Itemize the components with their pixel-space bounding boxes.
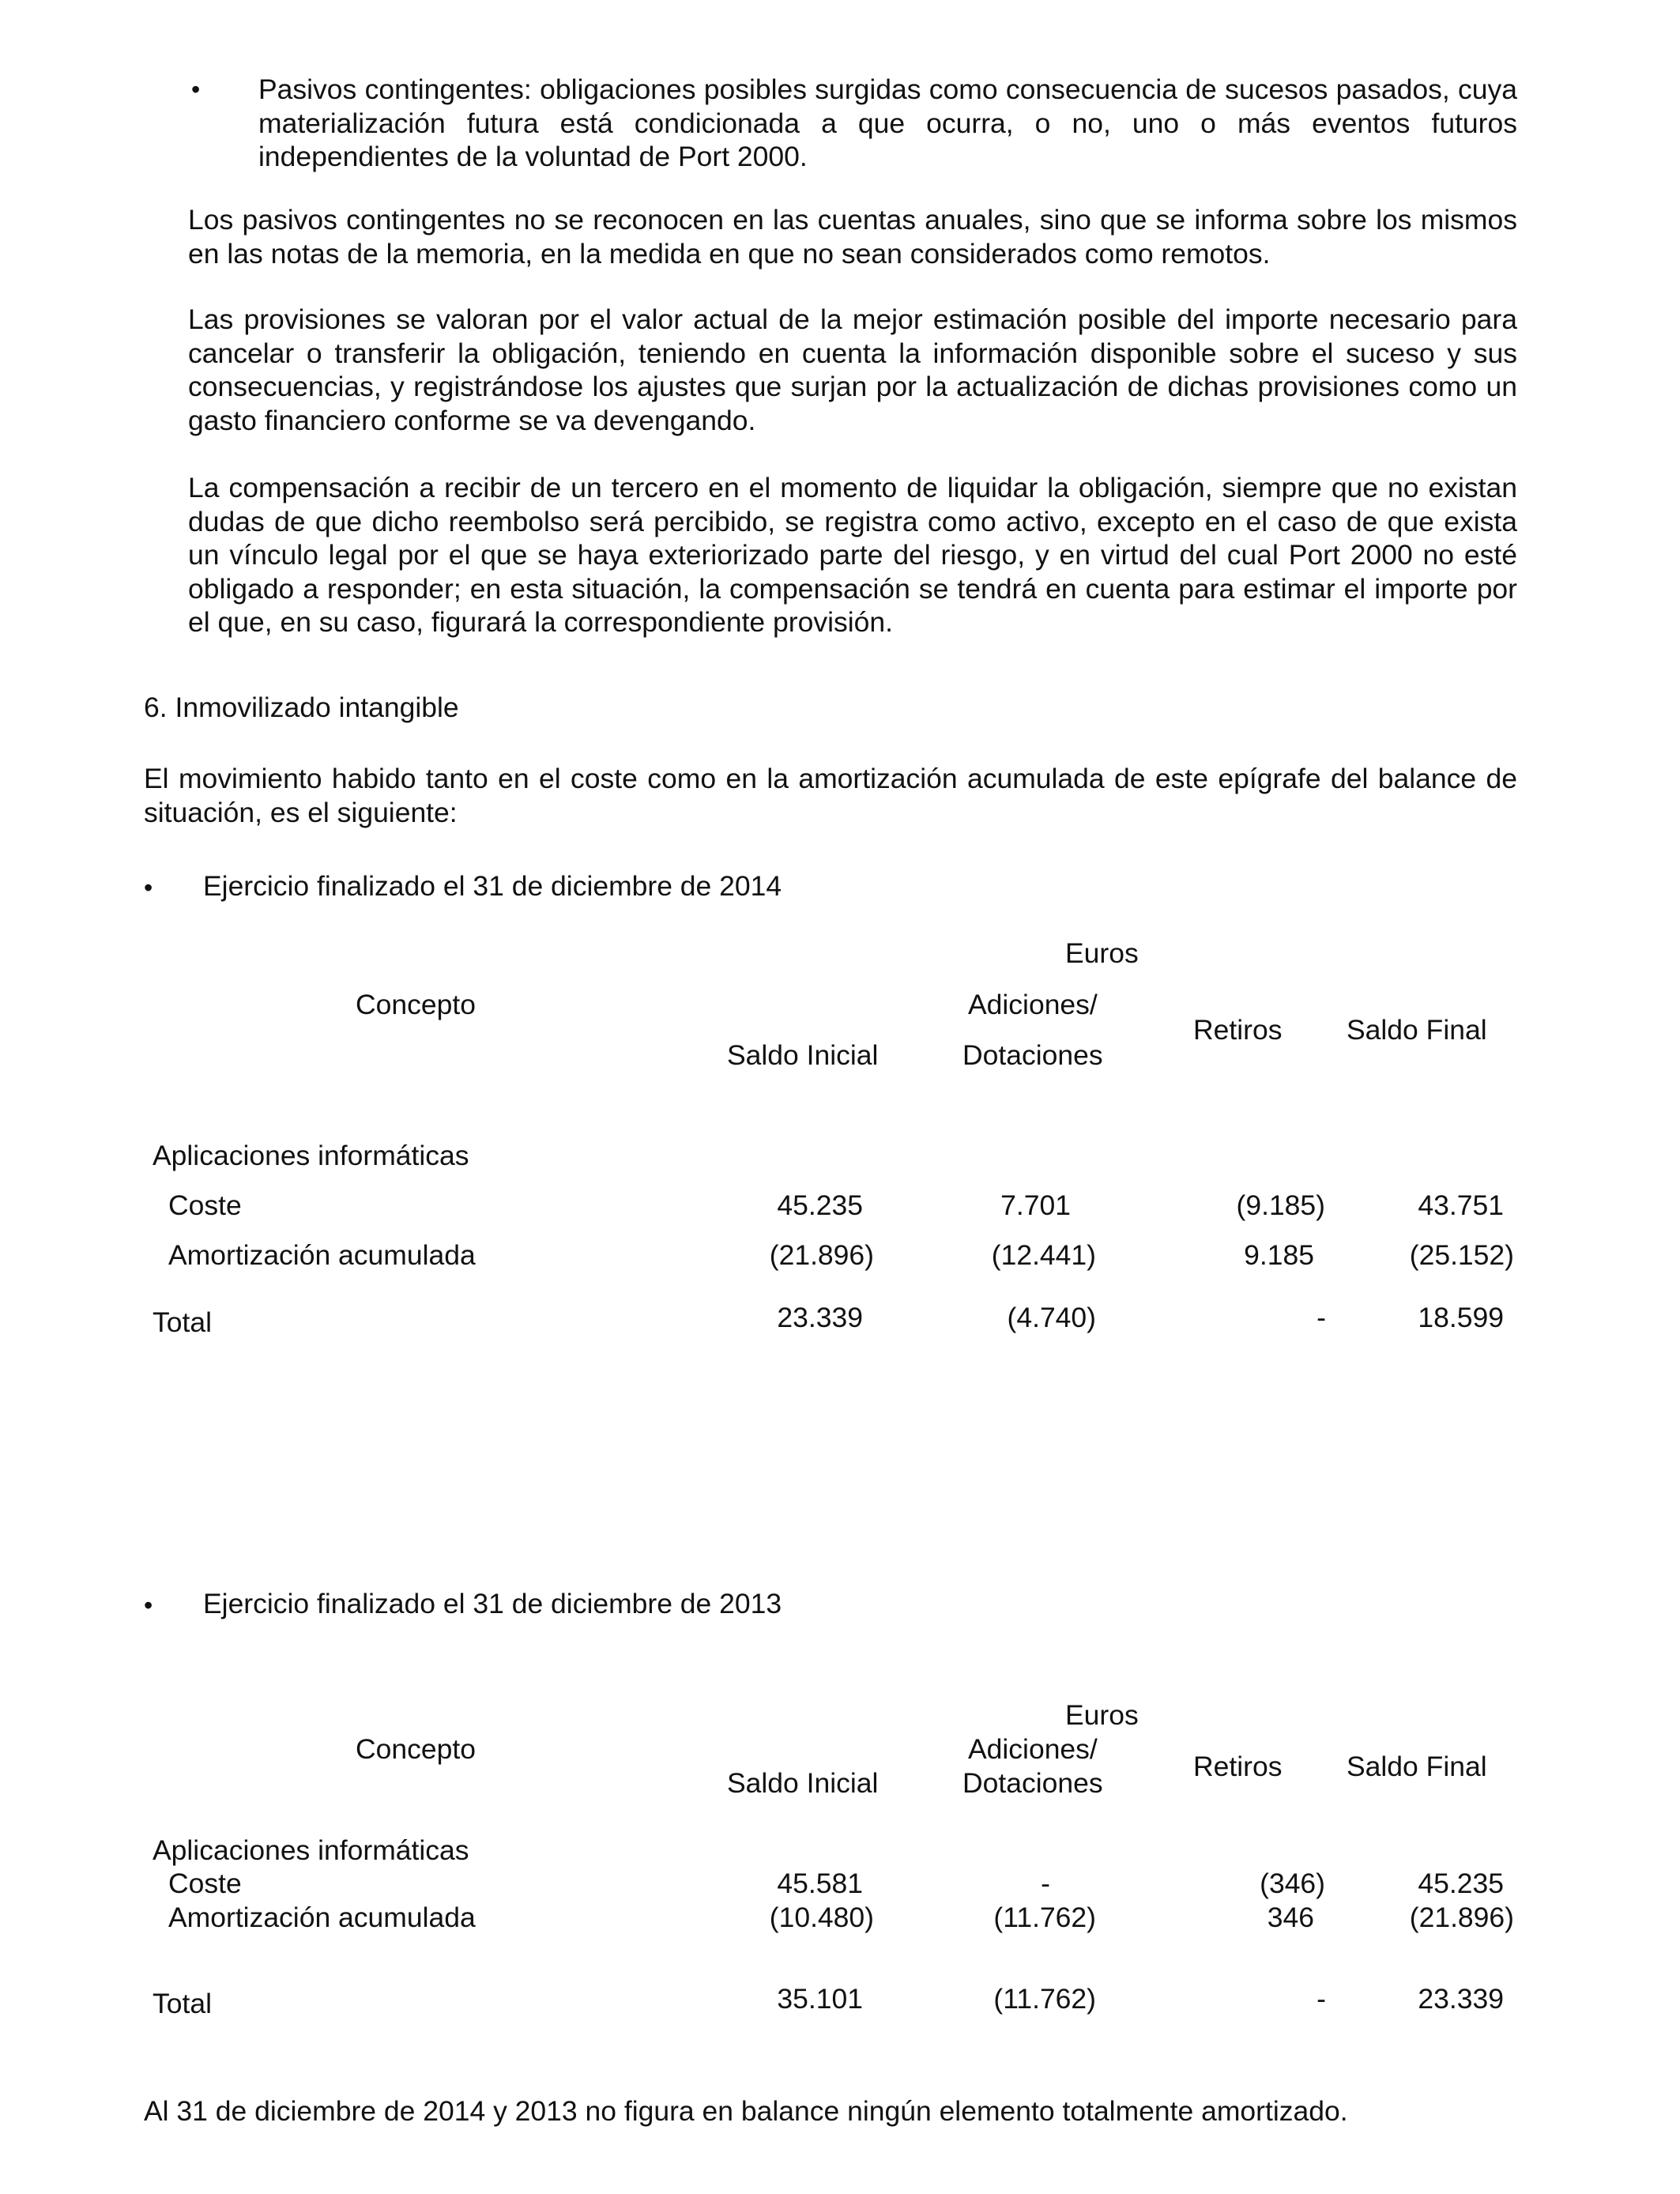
cell-saldo-final: 23.339 bbox=[1418, 1983, 1504, 2015]
header-saldo-final: Saldo Final bbox=[1347, 1014, 1487, 1046]
cell-saldo-final: 43.751 bbox=[1418, 1189, 1504, 1221]
row-label: Coste bbox=[168, 1868, 242, 1899]
cell-adiciones: (11.762) bbox=[993, 1902, 1096, 1933]
cell-retiros: (346) bbox=[1260, 1868, 1325, 1899]
cell-adiciones: 7.701 bbox=[1000, 1189, 1071, 1221]
header-concept: Concepto bbox=[356, 1733, 476, 1765]
section-heading: 6. Inmovilizado intangible bbox=[144, 692, 459, 723]
cell-saldo-final: 45.235 bbox=[1418, 1868, 1504, 1899]
section-intro: El movimiento habido tanto en el coste como en la amortización acumulada de este epígrafe del balance de situación, es el siguiente: bbox=[144, 763, 1517, 828]
paragraph-contingent-liabilities: Los pasivos contingentes no se reconocen en las cuentas anuales, sino que se informa sobre los mismos en las notas de la memoria, en la medida en que no sean considerados como remotos. bbox=[188, 204, 1517, 270]
header-retiros: Retiros bbox=[1193, 1014, 1283, 1046]
cell-retiros: 9.185 bbox=[1244, 1239, 1314, 1271]
group-label: Aplicaciones informáticas bbox=[153, 1834, 469, 1866]
cell-retiros: 346 bbox=[1267, 1902, 1314, 1933]
cell-retiros: (9.185) bbox=[1236, 1189, 1325, 1221]
header-retiros: Retiros bbox=[1193, 1751, 1283, 1782]
row-label: Amortización acumulada bbox=[168, 1902, 476, 1933]
header-saldo-inicial: Saldo Inicial bbox=[727, 1767, 879, 1799]
header-saldo-final: Saldo Final bbox=[1347, 1751, 1487, 1782]
cell-saldo-final: 18.599 bbox=[1418, 1302, 1504, 1333]
cell-retiros: - bbox=[1317, 1983, 1326, 2015]
cell-retiros: - bbox=[1317, 1302, 1326, 1333]
cell-saldo-inicial: 45.581 bbox=[777, 1868, 863, 1899]
currency-label: Euros bbox=[1065, 1699, 1139, 1731]
cell-adiciones: (4.740) bbox=[1007, 1302, 1096, 1333]
paragraph-provisions: Las provisiones se valoran por el valor actual de la mejor estimación posible del importe necesario para cancelar o transferir la obligación, teniendo en cuenta la información disponible sobre el suceso y sus consecuencias, y registrándose los ajustes que surjan por la actualización de dichas provisiones como un gasto financiero conforme se va devengando. bbox=[188, 303, 1517, 436]
header-saldo-inicial: Saldo Inicial bbox=[727, 1039, 879, 1071]
paragraph-compensation: La compensación a recibir de un tercero en el momento de liquidar la obligación, siempre que no existan dudas de que dicho reembolso será percibido, se registra como activo, excepto en el caso de que exista un vínculo legal por el que se haya exteriorizado parte del riesgo, y en virtud del cual Port 2000 no esté obligado a responder; en esta situación, la compensación se tendrá en cuenta para estimar el importe por el que, en su caso, figurará la correspondiente provisión. bbox=[188, 472, 1517, 638]
table-2014-heading: Ejercicio finalizado el 31 de diciembre de 2014 bbox=[203, 870, 782, 902]
header-concept: Concepto bbox=[356, 989, 476, 1020]
header-adiciones-1: Adiciones/ bbox=[968, 1733, 1098, 1765]
cell-saldo-inicial: 45.235 bbox=[777, 1189, 863, 1221]
total-label: Total bbox=[153, 1988, 212, 2019]
table-2013-heading: Ejercicio finalizado el 31 de diciembre de 2013 bbox=[203, 1588, 782, 1619]
currency-label: Euros bbox=[1065, 937, 1139, 969]
bullet-dot: • bbox=[144, 873, 153, 902]
header-adiciones-2: Dotaciones bbox=[962, 1767, 1103, 1799]
total-label: Total bbox=[153, 1306, 212, 1338]
cell-saldo-inicial: (10.480) bbox=[769, 1902, 874, 1933]
header-adiciones-1: Adiciones/ bbox=[968, 989, 1098, 1020]
bullet-dot: • bbox=[144, 1591, 153, 1619]
cell-saldo-final: (25.152) bbox=[1409, 1239, 1514, 1271]
row-label: Coste bbox=[168, 1189, 242, 1221]
bullet-dot: • bbox=[191, 75, 201, 104]
intro-bullet-text: Pasivos contingentes: obligaciones posibles surgidas como consecuencia de sucesos pasados, cuya materialización futura está condicionada a que ocurra, o no, uno o más eventos futuros independientes de la voluntad de Port 2000. bbox=[258, 74, 1517, 172]
closing-text: Al 31 de diciembre de 2014 y 2013 no figura en balance ningún elemento totalmente amortizado. bbox=[144, 2095, 1348, 2127]
cell-saldo-inicial: (21.896) bbox=[769, 1239, 874, 1271]
group-label: Aplicaciones informáticas bbox=[153, 1140, 469, 1171]
cell-saldo-inicial: 35.101 bbox=[777, 1983, 863, 2015]
cell-adiciones: (12.441) bbox=[991, 1239, 1096, 1271]
row-label: Amortización acumulada bbox=[168, 1239, 476, 1271]
cell-adiciones: (11.762) bbox=[993, 1983, 1096, 2015]
header-adiciones-2: Dotaciones bbox=[962, 1039, 1103, 1071]
cell-saldo-final: (21.896) bbox=[1409, 1902, 1514, 1933]
cell-adiciones: - bbox=[1041, 1868, 1050, 1899]
cell-saldo-inicial: 23.339 bbox=[777, 1302, 863, 1333]
